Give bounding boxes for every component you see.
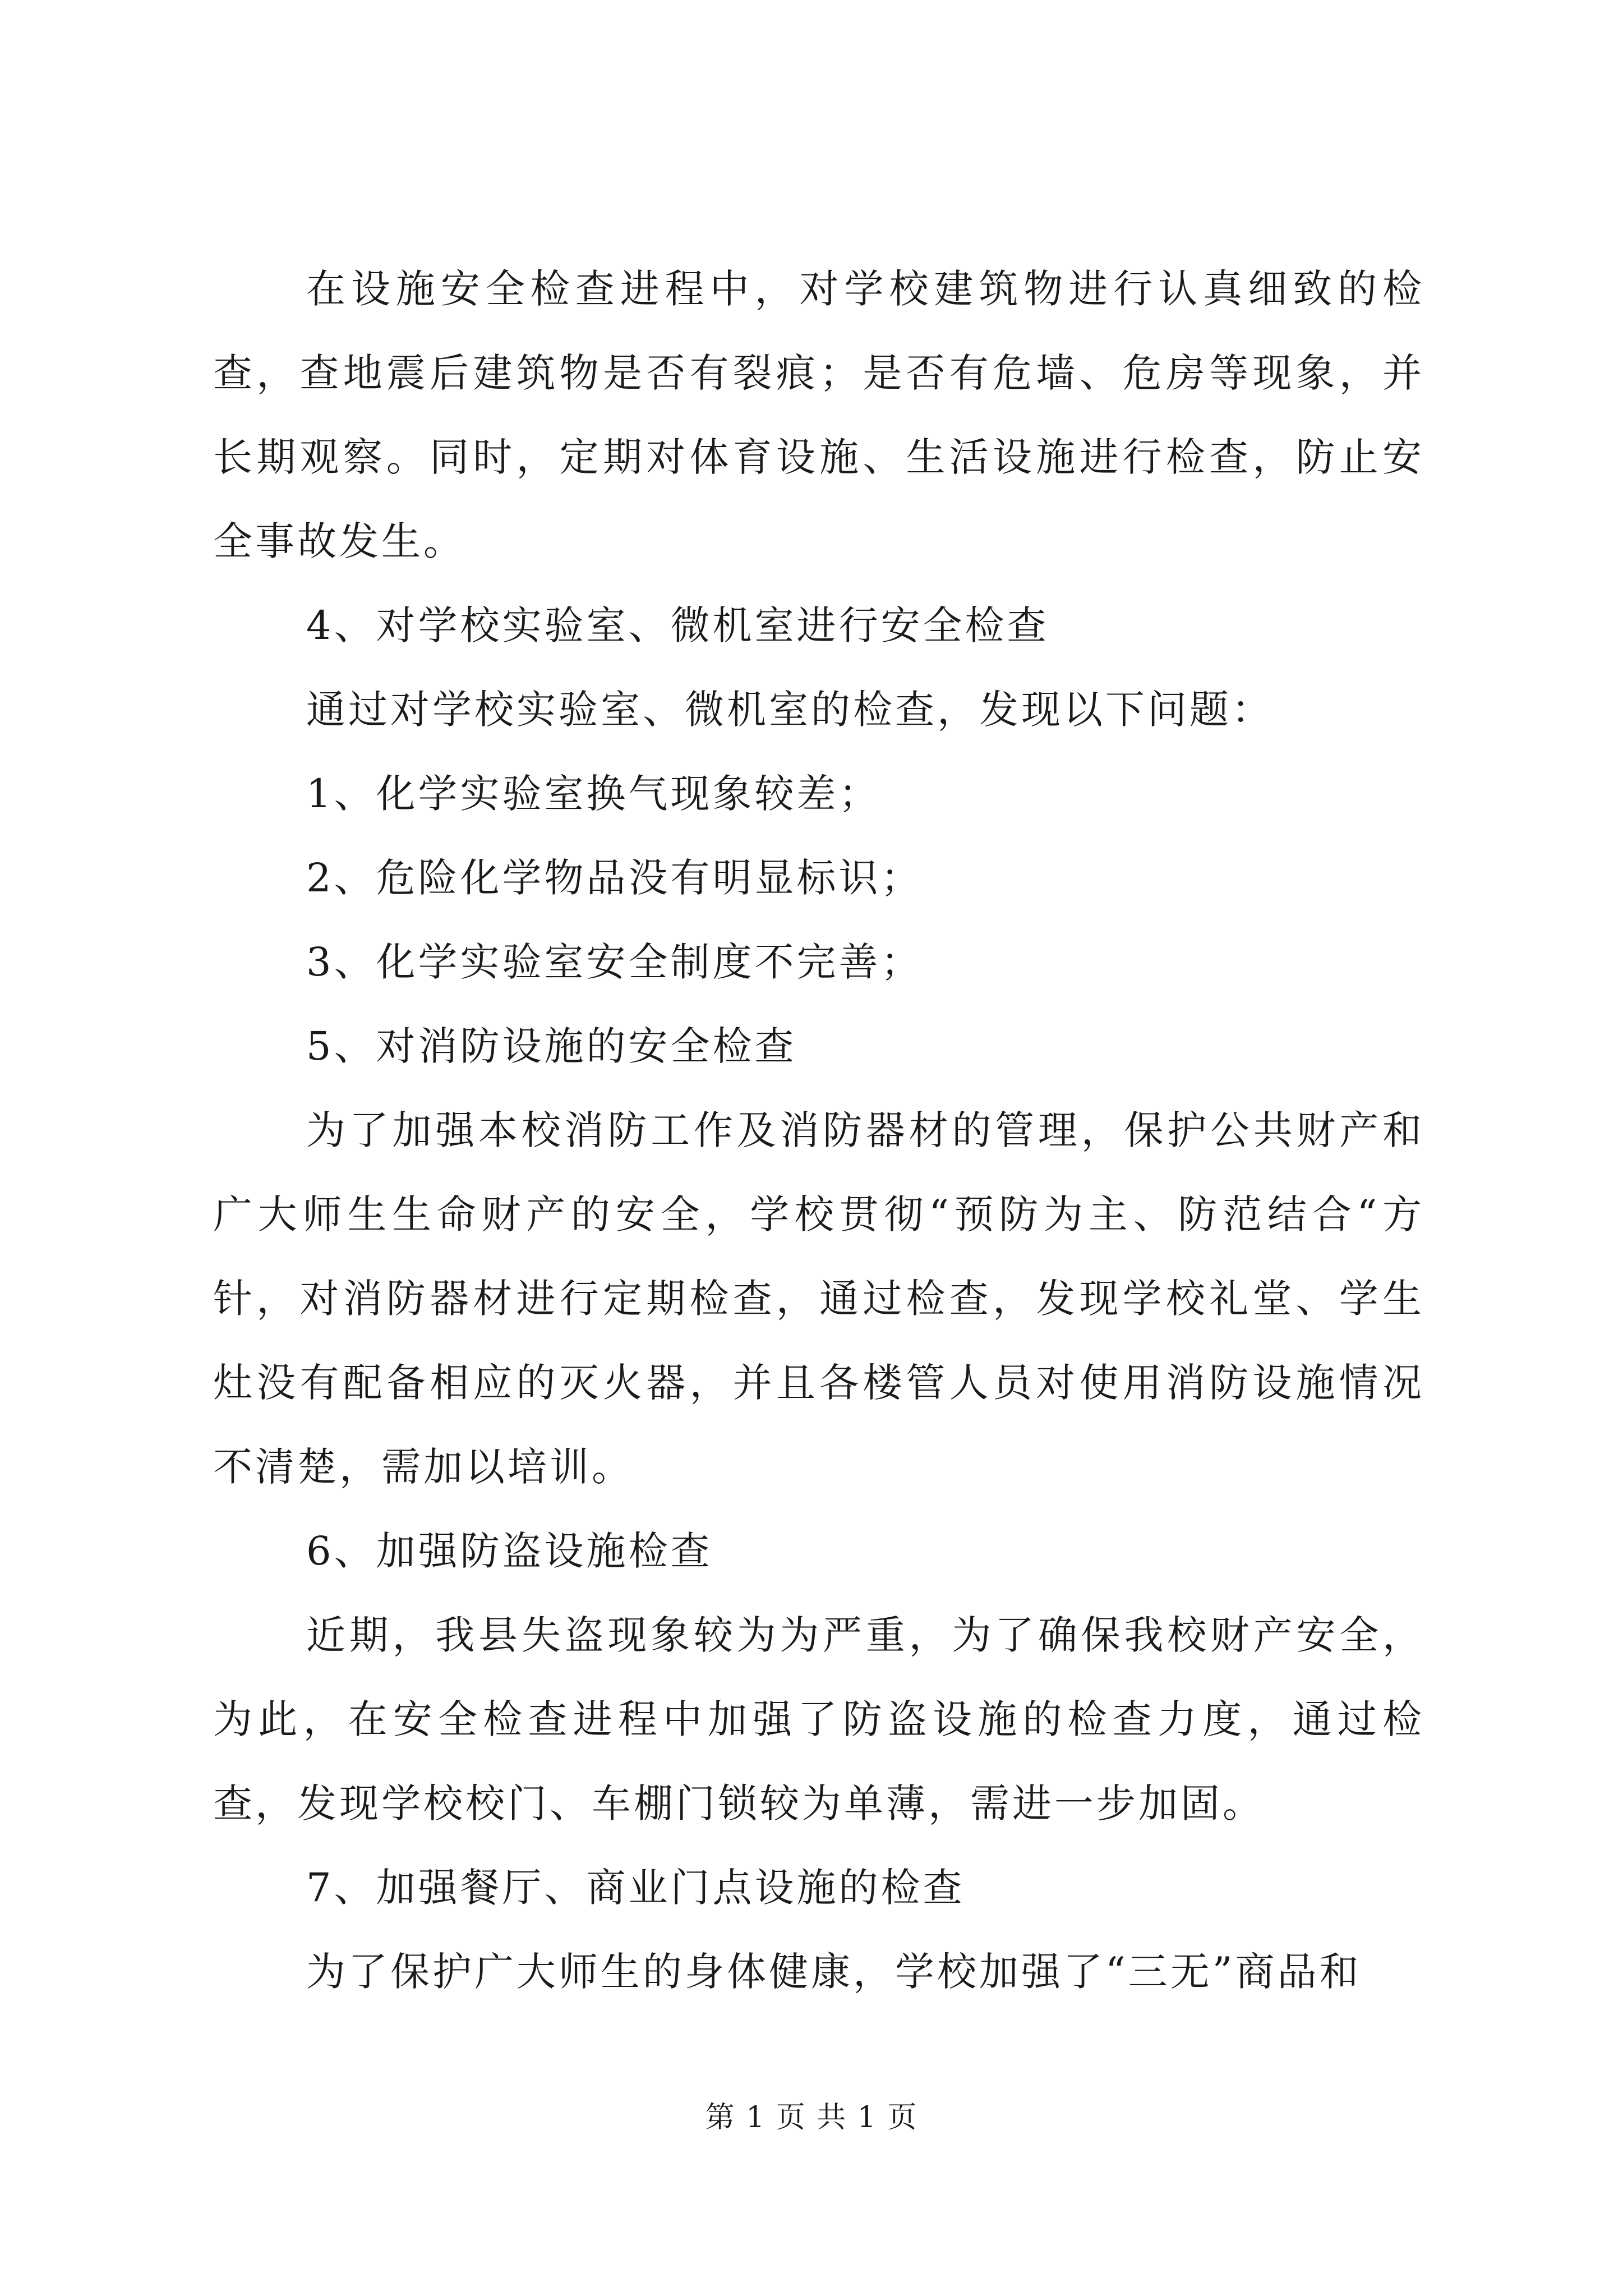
page-number-label: 第 1 页 共 1 页 [705,2101,918,2134]
paragraph-canteen-inspection: 为了保护广大师生的身体健康，学校加强了“三无”商品和 [306,1949,1362,1995]
list-item-ventilation: 1、化学实验室换气现象较差； [306,771,881,817]
paragraph-anti-theft: 近期，我县失盗现象较为为严重，为了确保我校财产安全，为此，在安全检查进程中加强了防盗设施的检查力度，通过检查，发现学校校门、车棚门锁较为单薄，需进一步加固。 [213,1612,1424,1826]
paragraph-lab-findings-intro: 通过对学校实验室、微机室的检查，发现以下问题： [306,687,1274,733]
heading-fire-safety: 5、对消防设施的安全检查 [306,1023,797,1069]
paragraph-fire-safety: 为了加强本校消防工作及消防器材的管理，保护公共财产和广大师生生命财产的安全，学校贯彻“预防为主、防范结合“方针，对消防器材进行定期检查，通过检查，发现学校礼堂、学生灶没有配备相应的灭火器，并且各楼管人员对使用消防设施情况不清楚，需加以培训。 [213,1107,1424,1490]
document-body [213,247,1424,2014]
heading-anti-theft: 6、加强防盗设施检查 [306,1528,713,1574]
heading-canteen-inspection: 7、加强餐厅、商业门点设施的检查 [306,1865,965,1911]
list-item-safety-rules: 3、化学实验室安全制度不完善； [306,939,923,985]
page-footer [0,2098,1623,2137]
heading-lab-inspection: 4、对学校实验室、微机室进行安全检查 [306,602,1049,648]
paragraph-facility-inspection: 在设施安全检查进程中，对学校建筑物进行认真细致的检查，查地震后建筑物是否有裂痕；是否有危墙、危房等现象，并长期观察。同时，定期对体育设施、生活设施进行检查，防止安全事故发生。 [213,266,1424,564]
list-item-hazard-labels: 2、危险化学物品没有明显标识； [306,855,923,901]
